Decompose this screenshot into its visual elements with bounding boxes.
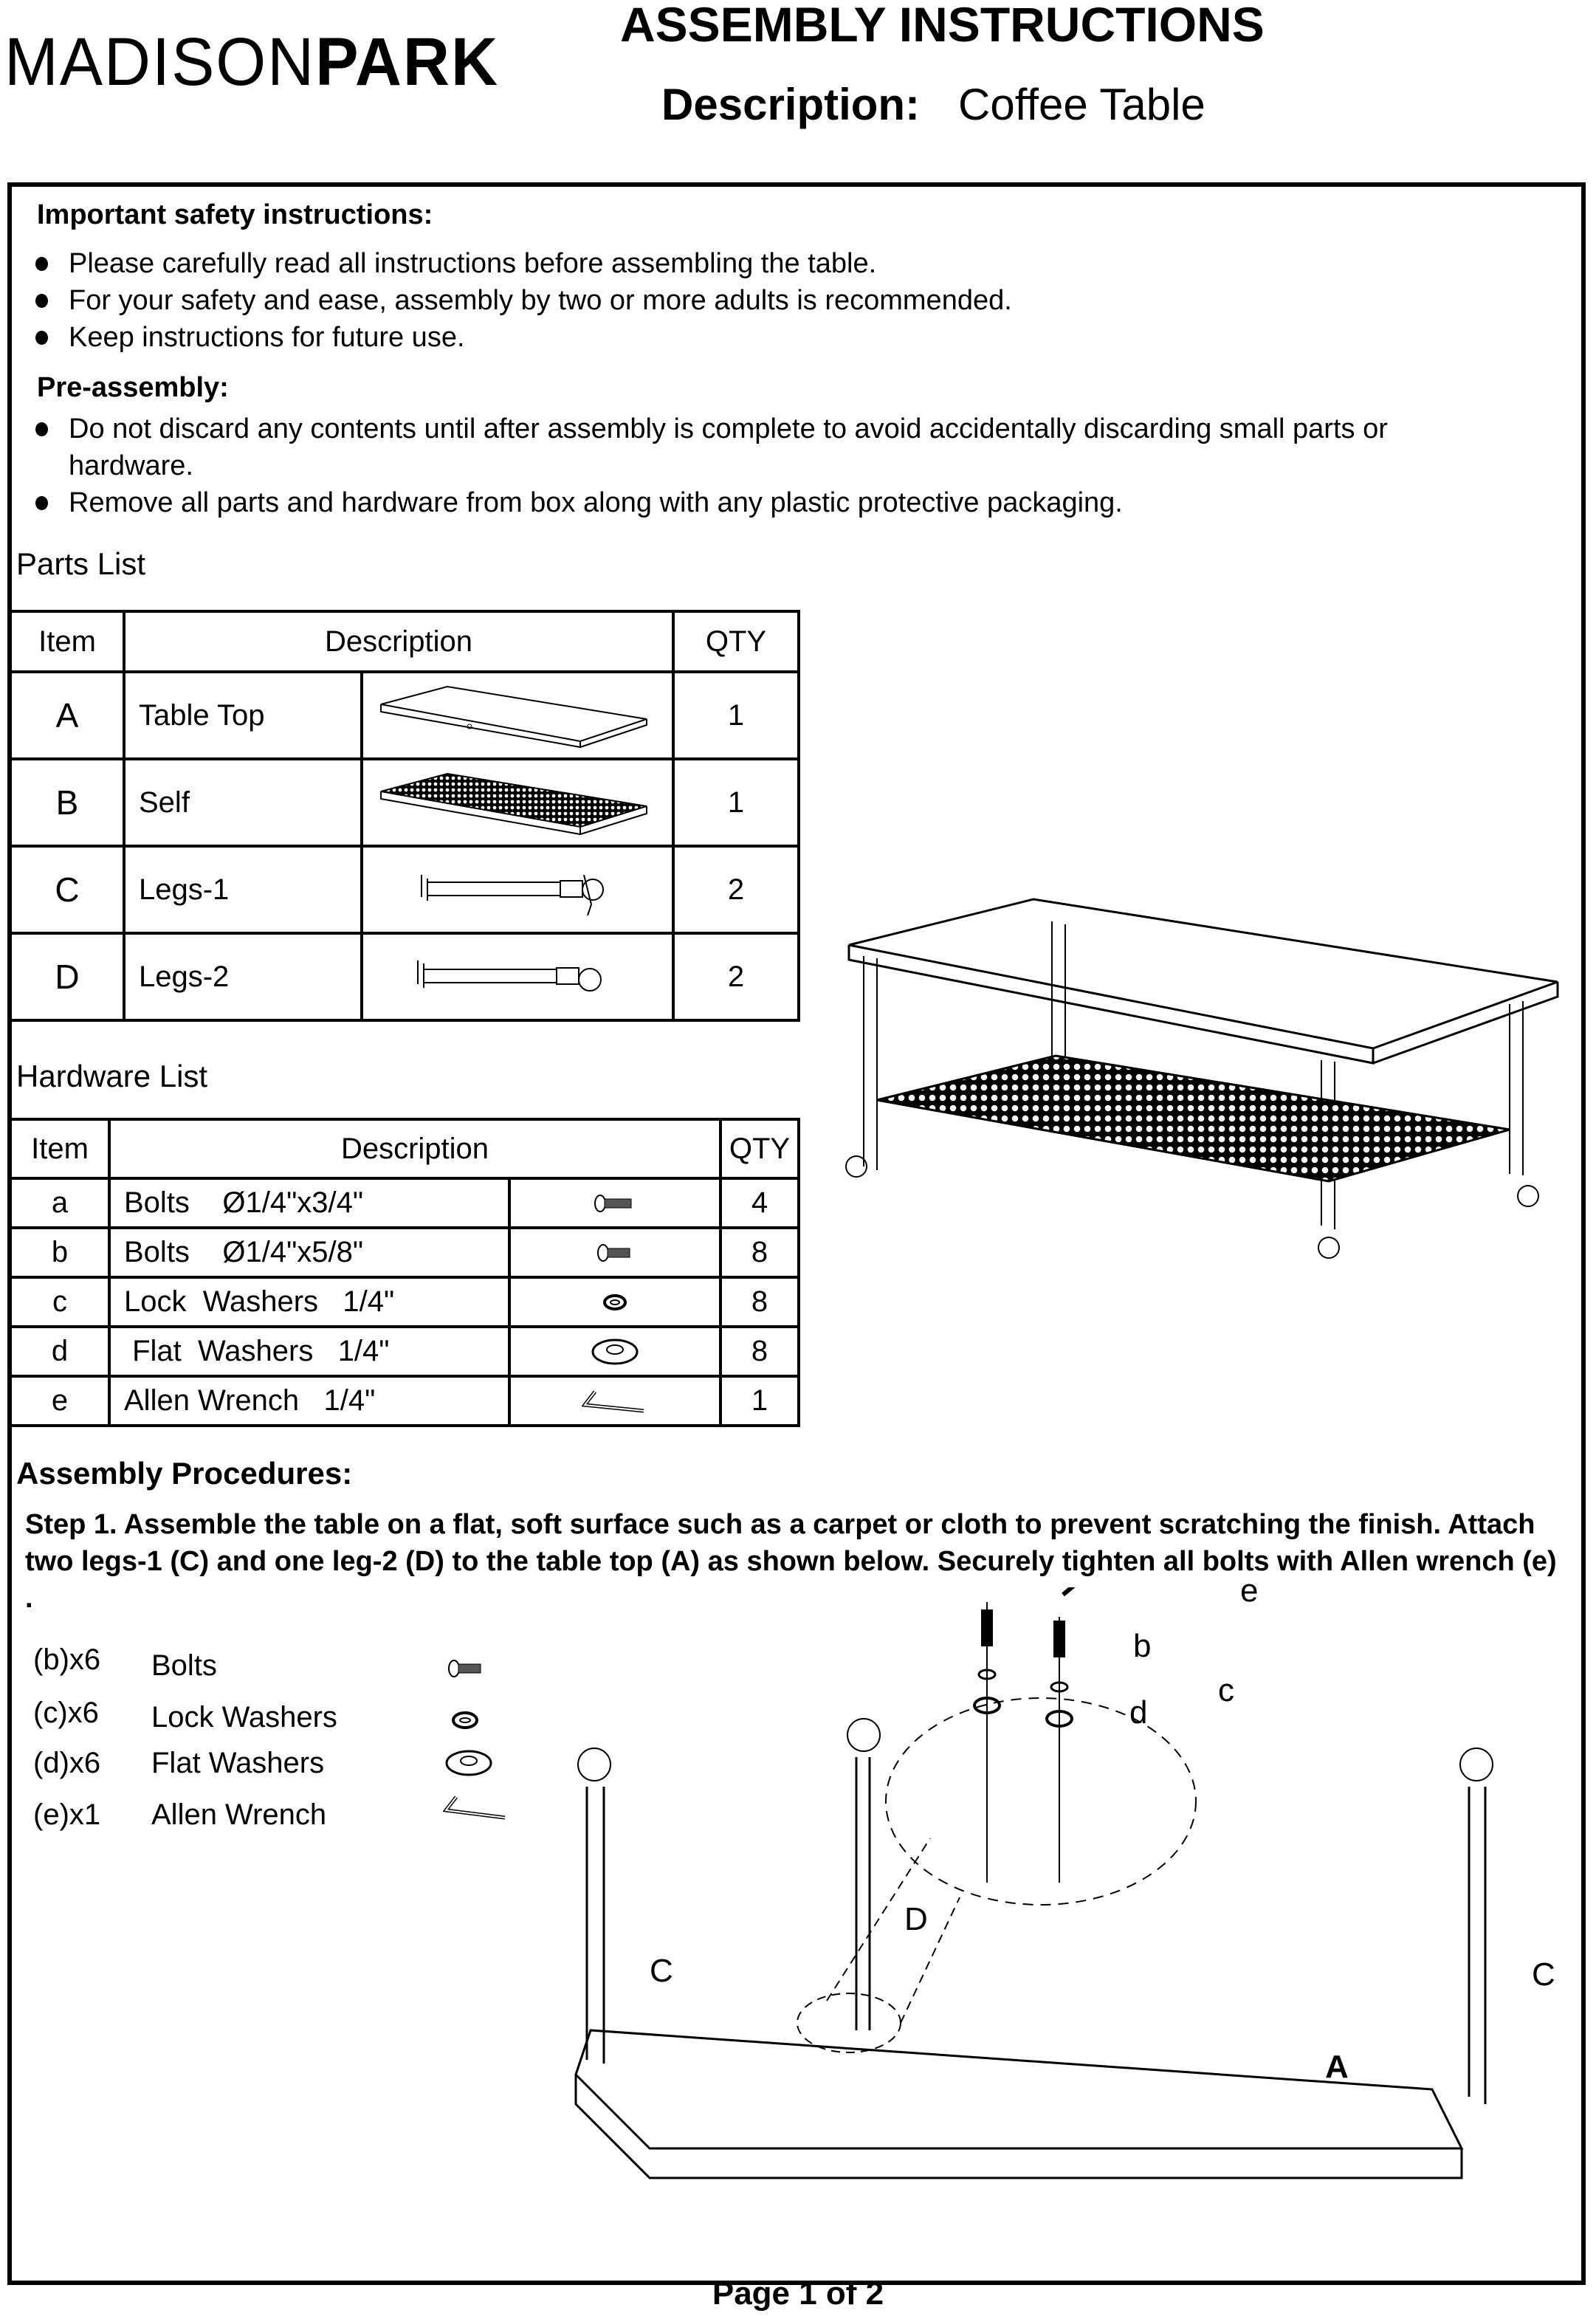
part-item: B (10, 759, 124, 846)
step-1-text: Step 1. Assemble the table on a flat, soft surface such as a carpet or cloth to prevent scratching the finish. Attach two legs-1 (C) and one leg-2 (D) to the table top (A) as shown below. Securely tighten all bolts with Allen wrench (e) . (25, 1509, 1557, 1614)
col-description: Description (124, 611, 673, 672)
safety-item: For your safety and ease, assembly by two or more adults is recommended. (35, 282, 1549, 319)
hardware-list-heading: Hardware List (16, 1059, 208, 1093)
col-item: Item (10, 611, 124, 672)
assembled-table-illustration (834, 886, 1572, 1288)
hw-item: a (10, 1178, 109, 1228)
hardware-table (9, 1118, 800, 1427)
brand-name-bold: PARK (315, 24, 499, 100)
parts-table (9, 610, 800, 1022)
hw-description: Allen Wrench 1/4" (109, 1376, 509, 1426)
safety-heading: Important safety instructions: (37, 199, 433, 230)
preassembly-item: Remove all parts and hardware from box along with any plastic protective packaging. (35, 484, 1512, 521)
label-a-table-top: A (1325, 2049, 1349, 2085)
bolt-icon (509, 1178, 720, 1228)
hardware-code: (d)x6 (33, 1747, 101, 1779)
part-description: Legs-2 (124, 933, 362, 1020)
part-qty: 2 (673, 933, 799, 1020)
label-d-flat-washer: d (1129, 1694, 1148, 1731)
part-description: Legs-1 (124, 846, 362, 933)
table-row (10, 933, 799, 1020)
safety-item: Please carefully read all instructions before assembling the table. (35, 245, 1549, 282)
table-row (10, 759, 799, 846)
table-row (10, 1376, 799, 1426)
hw-item: e (10, 1376, 109, 1426)
label-b-bolt: b (1133, 1628, 1152, 1664)
table-top-icon (362, 672, 673, 759)
flat-washer-icon (509, 1327, 720, 1376)
product-description (661, 80, 1205, 129)
safety-item: Keep instructions for future use. (35, 319, 1549, 356)
hardware-code: (e)x1 (33, 1798, 101, 1831)
allen-wrench-icon (443, 1794, 509, 1831)
col-item: Item (10, 1119, 109, 1178)
hardware-code: (c)x6 (33, 1697, 99, 1729)
step-1-hardware-list (0, 1643, 591, 1865)
flat-washer-icon (443, 1748, 495, 1785)
part-item: A (10, 672, 124, 759)
hardware-name: Flat Washers (151, 1747, 325, 1779)
lock-washer-icon (509, 1277, 720, 1327)
hw-description: Lock Washers 1/4" (109, 1277, 509, 1327)
table-row (10, 1327, 799, 1376)
hw-item: d (10, 1327, 109, 1376)
part-item: C (10, 846, 124, 933)
table-row (10, 672, 799, 759)
part-qty: 2 (673, 846, 799, 933)
procedures-heading: Assembly Procedures: (16, 1456, 353, 1491)
hardware-name: Bolts (151, 1649, 217, 1682)
document-title: ASSEMBLY INSTRUCTIONS (620, 0, 1265, 52)
shelf-icon (362, 759, 673, 846)
col-qty: QTY (673, 611, 799, 672)
bolt-icon (447, 1652, 491, 1686)
hw-qty: 8 (720, 1228, 799, 1277)
part-item: D (10, 933, 124, 1020)
hardware-code: (b)x6 (33, 1643, 101, 1676)
leg-with-locking-caster-icon (362, 846, 673, 933)
col-qty: QTY (720, 1119, 799, 1178)
col-description: Description (109, 1119, 720, 1178)
parts-table-header (10, 611, 799, 672)
hw-qty: 8 (720, 1277, 799, 1327)
hw-item: c (10, 1277, 109, 1327)
hw-description: Bolts Ø1/4"x5/8" (109, 1228, 509, 1277)
allen-wrench-icon (509, 1376, 720, 1426)
part-qty: 1 (673, 672, 799, 759)
table-row (10, 1178, 799, 1228)
label-e-allen-wrench: e (1240, 1573, 1259, 1609)
label-d-leg2: D (904, 1901, 928, 1937)
lock-washer-icon (447, 1705, 484, 1739)
label-c-leg1-right: C (1532, 1956, 1555, 1993)
hw-qty: 1 (720, 1376, 799, 1426)
short-bolt-icon (509, 1228, 720, 1277)
leg-with-caster-icon (362, 933, 673, 1020)
hardware-name: Allen Wrench (151, 1798, 327, 1831)
step-1-diagram (517, 1587, 1587, 2204)
brand-name-light: MADISON (4, 24, 316, 100)
preassembly-heading: Pre-assembly: (37, 372, 229, 403)
hw-qty: 8 (720, 1327, 799, 1376)
part-qty: 1 (673, 759, 799, 846)
label-c-leg1-left: C (650, 1953, 673, 1989)
hw-qty: 4 (720, 1178, 799, 1228)
safety-list (35, 245, 1549, 356)
hw-description: Flat Washers 1/4" (109, 1327, 509, 1376)
table-row (10, 846, 799, 933)
description-value: Coffee Table (958, 80, 1205, 129)
preassembly-item: Do not discard any contents until after assembly is complete to avoid accidentally discarding small parts or hardware. (35, 410, 1512, 484)
label-c-lock-washer: c (1218, 1672, 1234, 1708)
table-row (10, 1228, 799, 1277)
hw-description: Bolts Ø1/4"x3/4" (109, 1178, 509, 1228)
table-row (10, 1277, 799, 1327)
preassembly-list (35, 410, 1512, 521)
hw-item: b (10, 1228, 109, 1277)
part-description: Self (124, 759, 362, 846)
page-number: Page 1 of 2 (712, 2275, 884, 2312)
brand-logo (4, 24, 499, 100)
hardware-name: Lock Washers (151, 1701, 337, 1733)
parts-list-heading: Parts List (16, 546, 146, 581)
part-description: Table Top (124, 672, 362, 759)
hardware-table-header (10, 1119, 799, 1178)
description-label: Description: (661, 80, 921, 129)
